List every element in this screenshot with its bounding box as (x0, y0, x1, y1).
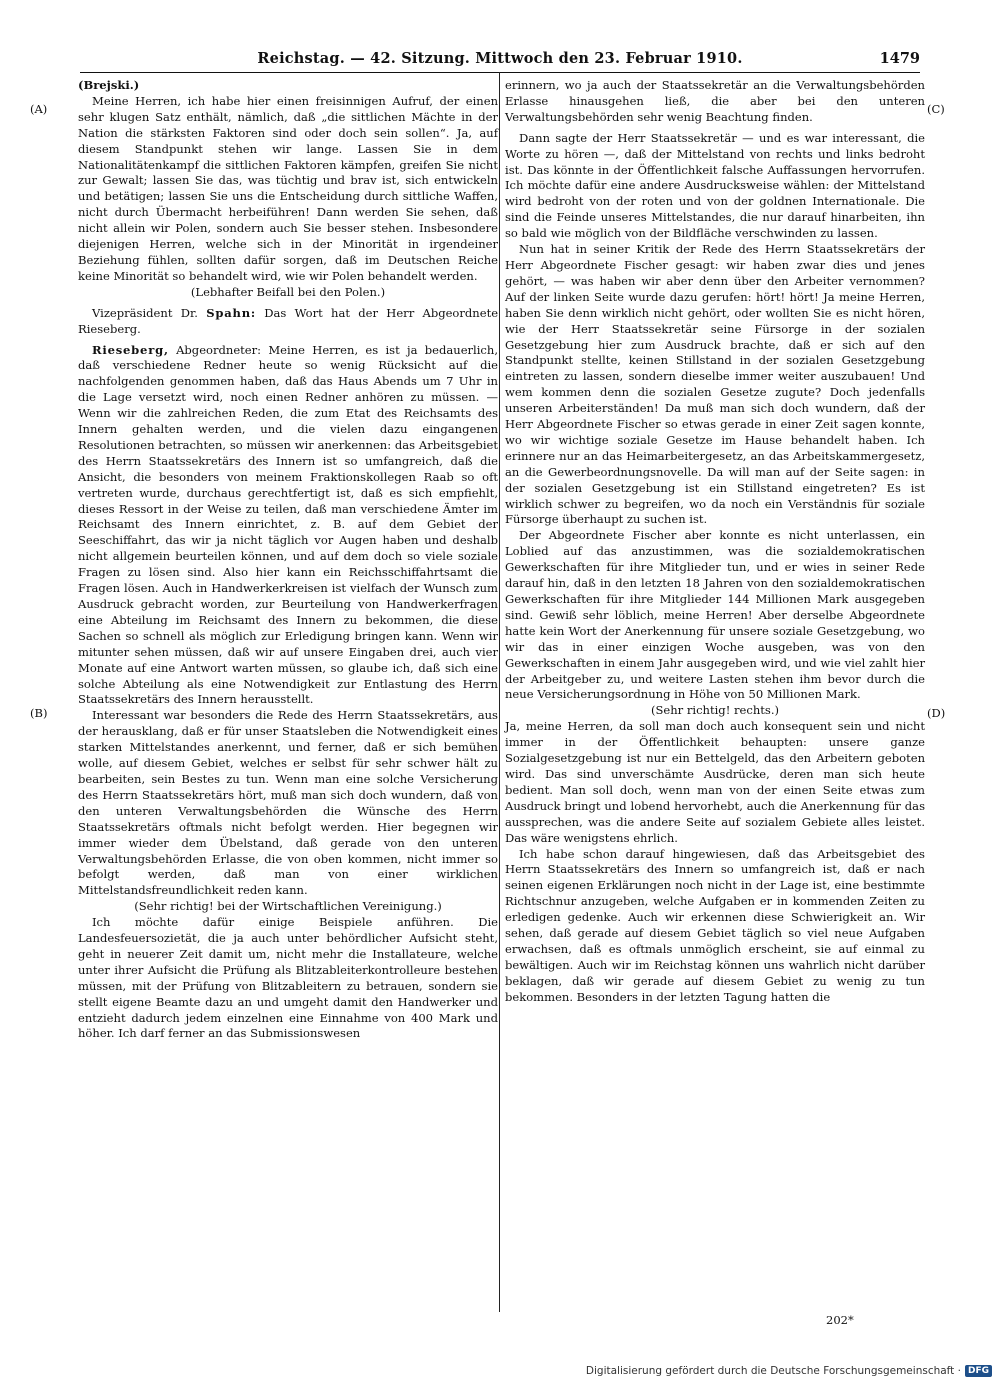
dfg-credit (586, 1365, 992, 1377)
right-column (505, 78, 925, 1006)
paragraph: Ich möchte dafür einige Beispiele anführen. Die Landesfeuersozietät, die ja auch unter behördlicher Aufsicht steht, geht in neuerer Zeit damit um, nicht mehr die Installateure, welche unter ihrer Aufsicht die Prüfung als Blitzableiterkontrolleure bestehen müssen, mit der Prüfung von Blitzableitern zu betrauen, sondern sie stellt eigene Beamte dazu an und umgeht damit den Handwerker und entzieht dadurch jedem einzelnen eine Einnahme von 400 Mark und höher. Ich darf ferner an das Submissionswesen (78, 915, 498, 1041)
chair-text: Das Wort hat der Herr Abgeordnete Rieseberg. (78, 305, 499, 336)
speaker-name: Rieseberg, (92, 342, 169, 357)
speech-text: Abgeordneter: Meine Herren, es ist ja bedauerlich, daß verschiedene Redner heute so wenig Rücksicht auf die nachfolgenden genommen haben, daß das Haus Abends um 7 Uhr in die Lage versetzt wird, noch einen Redner anhören zu müssen. — Wenn wir die zahlreichen Reden, die zum Etat des Reichsamts des Innern gehalten werden, und die vielen dazu eingangenen Resolutionen betrachten, so müssen wir anerkennen: das Arbeitsgebiet des Herrn Staatssekretärs des Innern ist so umfangreich, daß die Ansicht, die besonders von meinem Fraktionskollegen Raab so oft vertreten wurde, durchaus gerechtfertigt ist, daß es sich empfiehlt, dieses Ressort in der Weise zu teilen, daß man verschiedene Ämter im Reichsamt des Innern einrichtet, z. B. auf dem Gebiet der Seeschiffahrt, das wir ja nicht täglich vor Augen haben und deshalb nicht allgemein beurteilen können, und auf dem doch so viele soziale Fragen zu lösen sind. Also hier kann ein Reichsschiffahrtsamt die Fragen lösen. Auch in Handwerkerkreisen ist vielfach der Wunsch zum Ausdruck gebracht worden, zur Beurteilung von Handwerkerfragen eine Abteilung im Reichsamt des Innern zu bekommen, die diese Sachen so schnell als möglich zur Erledigung bringen kann. Wenn wir mitunter sehen müssen, daß wir auf unsere Eingaben drei, auch vier Monate auf eine Antwort warten müssen, so glaube ich, daß sich eine solche Abteilung als eine Notwendigkeit zur Entlastung des Herrn Staatssekretärs des Innern herausstellt. (78, 342, 499, 707)
header-title: Reichstag. — 42. Sitzung. Mittwoch den 23. Februar 1910. (257, 50, 743, 67)
paragraph: Interessant war besonders die Rede des Herrn Staatssekretärs, aus der herausklang, daß er für unser Staatsleben die Notwendigkeit eines starken Mittelstandes anerkennt, und ferner, daß er sich bemühen wolle, auf diesem Gebiet, welches er selbst für sehr schwer hält zu bearbeiten, sein Bestes zu tun. Wenn man eine solche Versicherung des Herrn Staatssekretärs hört, muß man sich doch wundern, daß von den unteren Verwaltungsbehörden die Wünsche des Herrn Staatssekretärs oftmals nicht befolgt werden. Hier begegnen wir immer wieder dem Übelstand, daß gerade von den unteren Verwaltungsbehörden Erlasse, die von oben kommen, nicht immer so befolgt werden, daß man von einer wirklichen Mittelstandsfreundlichkeit reden kann. (78, 708, 498, 898)
paragraph: erinnern, wo ja auch der Staatssekretär an die Verwaltungsbehörden Erlasse hinausgehen ließ, die aber bei den unteren Verwaltungsbehörden sehr wenig Beachtung finden. (505, 78, 925, 124)
chair-name: Spahn: (206, 305, 256, 320)
page-number: 1479 (879, 50, 920, 67)
margin-mark-d: (D) (927, 706, 946, 720)
paragraph: Dann sagte der Herr Staatssekretär — und es war interessant, die Worte zu hören —, daß der Mittelstand von rechts und links bedroht ist. Das könnte in der Öffentlichkeit falsche Auffassungen hervorrufen. Ich möchte dafür eine andere Ausdrucksweise wählen: der Mittelstand wird bedroht von der roten und von der goldnen Internationale. Die sind die Feinde unseres Mittelstandes, die nur darauf hinarbeiten, ihn so bald wie möglich von der Bildfläche verschwinden zu lassen. (505, 130, 925, 241)
interjection: (Sehr richtig! rechts.) (650, 703, 780, 718)
interjection: (Sehr richtig! bei der Wirtschaftlichen Vereinigung.) (134, 899, 442, 914)
paragraph: Ich habe schon darauf hingewiesen, daß das Arbeitsgebiet des Herrn Staatssekretärs des Innern so umfangreich ist, daß er nach seinen eigenen Erklärungen noch nicht in der Lage ist, eine bestimmte Richtschnur anzugeben, welche Aufgaben er in kommenden Zeiten zu erledigen gedenke. Auch wir erkennen diese Schwierigkeit an. Wir sehen, daß gerade auf diesem Gebiet täglich so viel neue Aufgaben erwachsen, daß es oftmals unmöglich erscheint, sie auf einmal zu bewältigen. Auch wir im Reichstag können uns wahrlich nicht darüber beklagen, daß wir gerade auf diesem Gebiet zu wenig zu tun bekommen. Besonders in der letzten Tagung hatten die (505, 846, 925, 1004)
interjection: (Lebhafter Beifall bei den Polen.) (190, 284, 386, 299)
paragraph: Nun hat in seiner Kritik der Rede des Herrn Staatssekretärs der Herr Abgeordnete Fischer gesagt: wir haben zwar dies und jenes gehört, — was haben wir aber denn über den Arbeiter vernommen? Auf der linken Seite wurde dazu gerufen: hört! hört! Ja meine Herren, haben Sie denn wirklich nicht gehört, oder wollten Sie es nicht hören, wie der Herr Staatssekretär seine Fürsorge in der sozialen Gesetzgebung hier zum Ausdruck brachte, daß er sich auf den Standpunkt stellte, keinen Stillstand in der sozialen Gesetzgebung eintreten zu lassen, sondern dieselbe immer weiter auszubauen! Und wem kommen denn die sozialen Gesetze zugute? Doch jedenfalls unseren Arbeiterständen! Da muß man sich doch wundern, daß der Herr Abgeordnete Fischer so etwas gerade in einer Zeit sagen konnte, wo wir wichtige soziale Gesetze im Hause behandelt haben. Ich erinnere nur an das Heimarbeitergesetz, an das Arbeitskammergesetz, an die Gewerbeordnungsnovelle. Da will man auf der Seite sagen: in der sozialen Gesetzgebung ist ein Stillstand eingetreten? Es ist wirklich schwer zu begreifen, wo da noch ein Verständnis für soziale Fürsorge überhaupt zu suchen ist. (505, 242, 925, 527)
page-header (80, 50, 920, 72)
left-column (78, 78, 498, 1042)
paragraph: Ja, meine Herren, da soll man doch auch konsequent sein und nicht immer in der Öffentlichkeit behaupten: unsere ganze Sozialgesetzgebung ist nur ein Bettelgeld, das den Arbeitern geboten wird. Das sind unverschämte Ausdrücke, deren man sich heute bedient. Man soll doch, wenn man von der einen Seite etwas zum Ausdruck bringt und lobend hervorhebt, auch die Anerkennung für das aussprechen, was die andere Seite auf sozialem Gebiete alles leistet. Das wäre wenigstens ehrlich. (505, 719, 925, 845)
speech-paragraph (78, 343, 498, 709)
sheet-signature: 202* (826, 1313, 854, 1327)
paragraph: Der Abgeordnete Fischer aber konnte es nicht unterlassen, ein Loblied auf das anzustimmen, was die sozialdemokratischen Gewerkschaften für ihre Mitglieder tun, und er wies in seiner Rede darauf hin, daß in den letzten 18 Jahren von den sozialdemokratischen Gewerkschaften für ihre Mitglieder 144 Millionen Mark ausgegeben sind. Gewiß sehr löblich, meine Herren! Aber derselbe Abgeordnete hatte kein Wort der Anerkennung für unsere soziale Gesetzgebung, wo wir das in einer einzigen Woche ausgeben, was von den Gewerkschaften in einem Jahr ausgegeben wird, und wie viel zahlt hier der Arbeitgeber zu, und weitere Lasten stehen ihm bevor durch die neue Versicherungsordnung in Höhe von 50 Millionen Mark. (505, 528, 925, 702)
margin-mark-a: (A) (30, 102, 48, 116)
dfg-logo-icon: DFG (965, 1365, 992, 1377)
chair-label: Vizepräsident Dr. (92, 305, 198, 320)
margin-mark-c: (C) (927, 102, 945, 116)
margin-mark-b: (B) (30, 706, 48, 720)
chair-statement (78, 306, 498, 338)
header-rule (80, 72, 920, 73)
paragraph: Meine Herren, ich habe hier einen freisinnigen Aufruf, der einen sehr klugen Satz enthält, nämlich, daß „die sittlichen Mächte in der Nation die stärksten Faktoren sind oder doch sein sollen“. Ja, auf diesem Standpunkt stehen wir lange. Lassen Sie in dem Nationalitätenkampf die sittlichen Faktoren kämpfen, greifen Sie nicht zur Gewalt; lassen Sie das, was tüchtig und brav ist, sich entwickeln und betätigen; lassen Sie uns die Entscheidung durch sittliche Waffen, nicht durch Übermacht herbeiführen! Dann werden Sie sehen, daß nicht allein wir Polen, sondern auch Sie besser stehen. Insbesondere diejenigen Herren, welche sich in der Minorität in irgendeiner Beziehung fühlen, sollten dafür sorgen, daß im Deutschen Reiche keine Minorität so behandelt wird, wie wir Polen behandelt werden. (78, 93, 498, 283)
column-divider (499, 72, 500, 1312)
dfg-text: Digitalisierung gefördert durch die Deutsche Forschungsgemeinschaft · (585, 1365, 961, 1377)
speaker-tag: (Brejski.) (78, 78, 140, 92)
